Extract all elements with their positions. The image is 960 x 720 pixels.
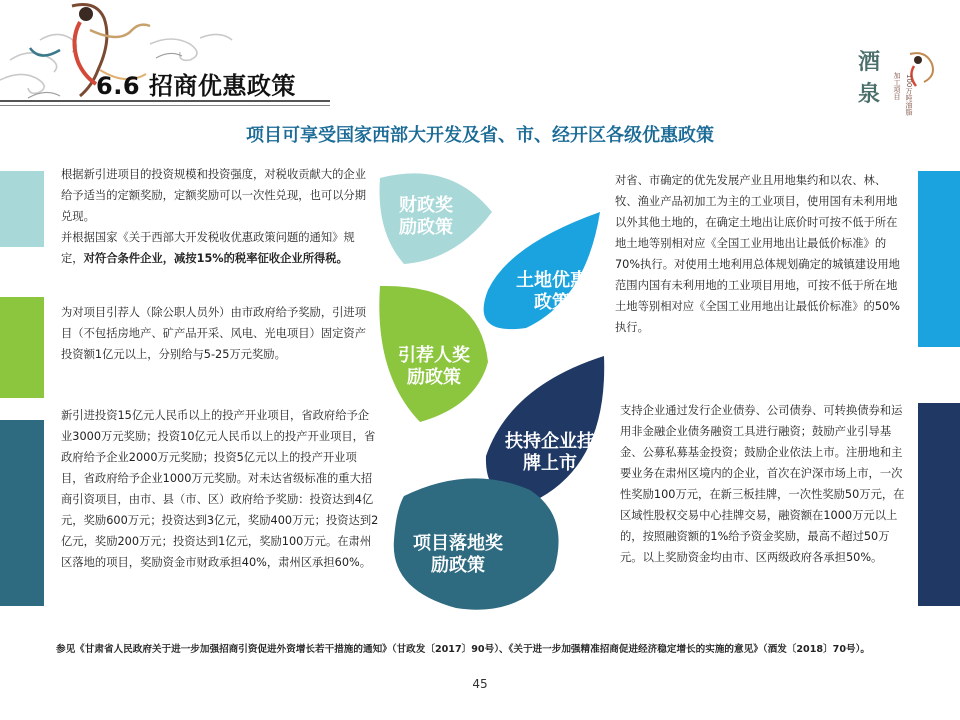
right-bar-blue (918, 171, 960, 347)
right-bar-navy (918, 403, 960, 606)
title-block (96, 66, 296, 101)
petal-label-referral: 引荐人奖励政策 (398, 345, 470, 388)
section-subtitle: 项目可享受国家西部大开发及省、市、经开区各级优惠政策 (246, 125, 714, 146)
landing-policy-text: 新引进投资15亿元人民币以上的投产开业项目，省政府给予企业3000万元奖励；投资10亿元人民币以上的投产开业项目，省政府给予企业2000万元奖励；投资5亿元以上的投产开业项目，省政府给予企业1000万元奖励。对未达省级标准的重大招商引资项目，由市、县（市、区）政府给予奖励：投资达到4亿元，奖励600万元；投资达到3亿元，奖励400万元；投资达到2亿元，奖励200万元；投资达到1亿元，奖励100万元。在肃州区落地的项目，奖励资金市财政承担40%，肃州区承担60%。 (61, 409, 379, 569)
logo-subtext-b: 100万吨油脂 (905, 74, 913, 116)
petal-label-listing: 扶持企业挂牌上市 (505, 431, 595, 474)
finance-text-a: 根据新引进项目的投资规模和投资强度，对税收贡献大的企业给予适当的定额奖励，定额奖励可以一次性兑现，也可以分期兑现。 (61, 168, 367, 223)
jiuquan-logo (856, 46, 938, 130)
page-title: 6.6 招商优惠政策 (96, 72, 296, 100)
left-bar-slate (0, 420, 44, 606)
left-bar-green (0, 297, 44, 398)
referral-policy-text: 为对项目引荐人（除公职人员外）由市政府给予奖励，引进项目（不包括房地产、矿产品开采、风电、光电项目）固定资产投资额1亿元以上，分别给与5-25万元奖励。 (61, 306, 367, 361)
finance-policy-text (61, 164, 373, 269)
left-bar-teal (0, 171, 44, 247)
page-number: 45 (472, 677, 488, 691)
land-policy-text: 对省、市确定的优先发展产业且用地集约和以农、林、牧、渔业产品初加工为主的工业项目，使用国有未利用地以外其他土地的，在确定土地出让底价时可按不低于所在地土地等别相对应《全国工业用地出让最低价标准》的70%执行。对使用土地利用总体规划确定的城镇建设用地范围内国有未利用地的工业项目用地，可按不低于所在地土地等别相对应《全国工业用地出让最低价标准》的50%执行。 (615, 174, 900, 334)
petal-label-finance: 财政奖励政策 (399, 195, 453, 238)
finance-text-bold: 对符合条件企业，减按15%的税率征收企业所得税。 (83, 252, 348, 265)
petal-label-land: 土地优惠政策 (516, 270, 588, 313)
petal-label-landing: 项目落地奖励政策 (413, 533, 503, 576)
petal-listing (486, 356, 604, 500)
finance-text-b: 并根据国家《关于西部大开发税收优惠政策问题的通知》规定， (61, 231, 355, 265)
logo-subtext-a: 加工项目 (893, 72, 901, 100)
title-underline-thin (0, 105, 330, 106)
logo-text: 酒泉 (857, 49, 880, 107)
reference-footnote: 参见《甘肃省人民政府关于进一步加强招商引资促进外资增长若干措施的通知》（甘政发〔2017〕90号）、《关于进一步加强精准招商促进经济稳定增长的实施的意见》（酒发〔2018〕70号）。 (56, 644, 871, 655)
listing-policy-text: 支持企业通过发行企业债券、公司债券、可转换债券和运用非金融企业债务融资工具进行融资；鼓励产业引导基金、公募私募基金投资；鼓励企业依法上市。注册地和主要业务在肃州区境内的企业，首次在沪深市场上市，一次性奖励100万元，在新三板挂牌，一次性奖励50万元，在区域性股权交易中心挂牌交易，融资额在1000万元以上的，按照融资额的1%给予资金奖励，最高不超过50万元。以上奖励资金均由市、区两级政府各承担50%。 (620, 404, 905, 564)
